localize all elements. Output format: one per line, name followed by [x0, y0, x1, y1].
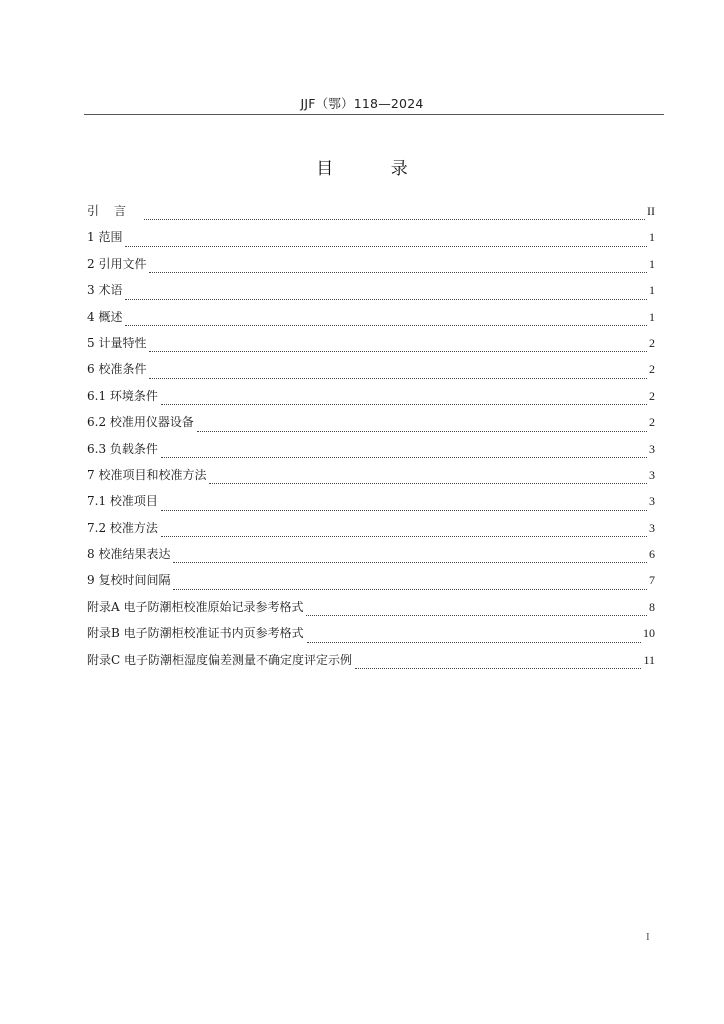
toc-entry[interactable] — [87, 570, 655, 596]
toc-entry-page: 10 — [643, 626, 655, 641]
toc-entry-label: 附录C 电子防潮柜湿度偏差测量不确定度评定示例 — [87, 652, 352, 667]
toc-leader-dots — [209, 483, 647, 484]
table-of-contents — [87, 201, 655, 676]
toc-entry-label: 7.1 校准项目 — [87, 494, 158, 509]
toc-entry-label: 1 范围 — [87, 230, 123, 245]
toc-entry-page: 1 — [649, 309, 655, 324]
toc-leader-dots — [161, 536, 647, 537]
toc-entry-label: 7.2 校准方法 — [87, 520, 158, 535]
toc-entry-page: 8 — [649, 599, 655, 614]
toc-entry[interactable] — [87, 439, 655, 465]
toc-entry-page: 3 — [649, 494, 655, 509]
toc-entry-label: 附录B 电子防潮柜校准证书内页参考格式 — [87, 626, 304, 641]
toc-entry[interactable] — [87, 386, 655, 412]
toc-entry-page: 7 — [649, 573, 655, 588]
toc-entry-label: 4 概述 — [87, 309, 123, 324]
toc-entry-label: 2 引用文件 — [87, 256, 147, 271]
toc-entry-page: 6 — [649, 547, 655, 562]
toc-entry[interactable] — [87, 280, 655, 306]
toc-entry-label: 7 校准项目和校准方法 — [87, 467, 207, 482]
toc-leader-dots — [161, 510, 647, 511]
toc-leader-dots — [173, 562, 647, 563]
toc-entry[interactable] — [87, 307, 655, 333]
document-code-header: JJF（鄂）118—2024 — [300, 96, 424, 111]
toc-entry-label: 引言 — [87, 204, 142, 218]
toc-leader-dots — [144, 219, 645, 220]
toc-leader-dots — [149, 351, 647, 352]
toc-leader-dots — [306, 615, 647, 616]
toc-entry-label: 6.1 环境条件 — [87, 388, 158, 403]
toc-entry-page: 1 — [649, 230, 655, 245]
toc-entry[interactable] — [87, 623, 655, 649]
toc-entry-page: 3 — [649, 520, 655, 535]
toc-entry-page: 2 — [649, 335, 655, 350]
toc-entry[interactable] — [87, 227, 655, 253]
toc-entry-label: 6 校准条件 — [87, 362, 147, 377]
toc-entry-page: 2 — [649, 362, 655, 377]
toc-leader-dots — [355, 668, 641, 669]
toc-entry-label: 3 术语 — [87, 283, 123, 298]
toc-entry[interactable] — [87, 518, 655, 544]
toc-leader-dots — [125, 325, 647, 326]
header-rule — [84, 114, 664, 115]
toc-leader-dots — [125, 246, 647, 247]
toc-entry[interactable] — [87, 650, 655, 676]
toc-title: 目 录 — [316, 159, 434, 179]
footer-page-number: I — [646, 931, 650, 943]
toc-entry[interactable] — [87, 333, 655, 359]
toc-entry[interactable] — [87, 491, 655, 517]
toc-entry-label: 5 计量特性 — [87, 335, 147, 350]
toc-entry[interactable] — [87, 544, 655, 570]
toc-leader-dots — [173, 589, 647, 590]
toc-leader-dots — [125, 299, 647, 300]
toc-entry[interactable] — [87, 254, 655, 280]
toc-entry-label: 附录A 电子防潮柜校准原始记录参考格式 — [87, 599, 304, 614]
toc-entry-page: II — [647, 204, 655, 218]
toc-leader-dots — [149, 378, 647, 379]
toc-entry[interactable] — [87, 359, 655, 385]
toc-entry[interactable] — [87, 201, 655, 227]
toc-entry-page: 3 — [649, 467, 655, 482]
toc-leader-dots — [161, 404, 647, 405]
toc-entry-label: 9 复校时间间隔 — [87, 573, 171, 588]
toc-entry-page: 11 — [643, 652, 655, 667]
toc-leader-dots — [307, 642, 641, 643]
toc-entry-label: 8 校准结果表达 — [87, 547, 171, 562]
toc-leader-dots — [161, 457, 647, 458]
toc-leader-dots — [149, 272, 647, 273]
toc-entry-label: 6.3 负载条件 — [87, 441, 158, 456]
toc-entry-page: 2 — [649, 388, 655, 403]
toc-entry-page: 1 — [649, 283, 655, 298]
toc-entry-label: 6.2 校准用仪器设备 — [87, 415, 194, 430]
toc-entry[interactable] — [87, 597, 655, 623]
toc-entry-page: 1 — [649, 256, 655, 271]
toc-entry-page: 3 — [649, 441, 655, 456]
toc-entry[interactable] — [87, 465, 655, 491]
toc-leader-dots — [197, 431, 647, 432]
toc-entry[interactable] — [87, 412, 655, 438]
toc-entry-page: 2 — [649, 415, 655, 430]
